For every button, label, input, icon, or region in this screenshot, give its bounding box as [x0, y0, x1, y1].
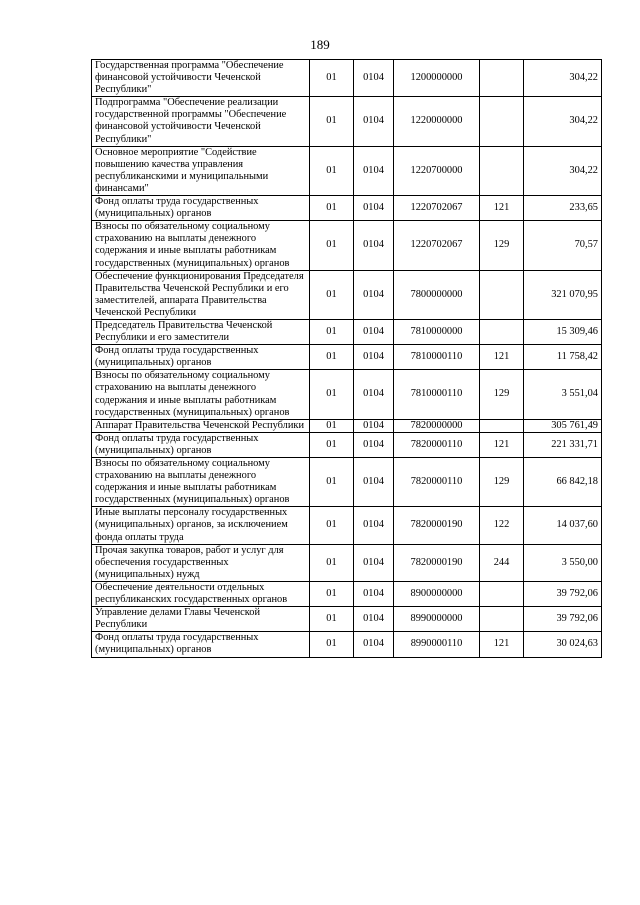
- row-target: 7800000000: [394, 270, 480, 319]
- row-amount: 39 792,06: [524, 607, 602, 632]
- row-name: Обеспечение деятельности отдельных республиканских государственных органов: [92, 581, 310, 606]
- row-amount: 3 551,04: [524, 370, 602, 419]
- table-row: [92, 458, 602, 507]
- row-subsection: 0104: [354, 458, 394, 507]
- row-amount: 14 037,60: [524, 507, 602, 544]
- row-name: Государственная программа "Обеспечение финансовой устойчивости Чеченской Республики": [92, 60, 310, 97]
- row-amount: 304,22: [524, 97, 602, 146]
- row-subsection: 0104: [354, 607, 394, 632]
- row-subsection: 0104: [354, 345, 394, 370]
- row-section: 01: [310, 632, 354, 657]
- row-target: 7810000110: [394, 370, 480, 419]
- row-subsection: 0104: [354, 419, 394, 432]
- row-target: 7810000110: [394, 345, 480, 370]
- row-name: Управление делами Главы Чеченской Республики: [92, 607, 310, 632]
- row-target: 7820000190: [394, 507, 480, 544]
- row-expense: 122: [480, 507, 524, 544]
- row-target: 1220702067: [394, 221, 480, 270]
- row-subsection: 0104: [354, 632, 394, 657]
- row-section: 01: [310, 544, 354, 581]
- table-row: [92, 345, 602, 370]
- table-row: [92, 270, 602, 319]
- table-row: [92, 221, 602, 270]
- row-amount: 66 842,18: [524, 458, 602, 507]
- row-amount: 3 550,00: [524, 544, 602, 581]
- row-expense: 121: [480, 632, 524, 657]
- row-expense: [480, 419, 524, 432]
- row-name: Аппарат Правительства Чеченской Республики: [92, 419, 310, 432]
- page-number: 189: [310, 37, 330, 52]
- row-name: Фонд оплаты труда государственных (муниципальных) органов: [92, 632, 310, 657]
- table-row: [92, 60, 602, 97]
- row-target: 1220000000: [394, 97, 480, 146]
- row-expense: 129: [480, 458, 524, 507]
- row-section: 01: [310, 419, 354, 432]
- row-section: 01: [310, 607, 354, 632]
- row-subsection: 0104: [354, 432, 394, 457]
- row-amount: 304,22: [524, 146, 602, 195]
- row-target: 7810000000: [394, 319, 480, 344]
- row-section: 01: [310, 221, 354, 270]
- row-name: Иные выплаты персоналу государственных (муниципальных) органов, за исключением фонда оплаты труда: [92, 507, 310, 544]
- row-amount: 305 761,49: [524, 419, 602, 432]
- row-expense: [480, 319, 524, 344]
- row-expense: 121: [480, 432, 524, 457]
- row-name: Взносы по обязательному социальному страхованию на выплаты денежного содержания и иные выплаты работникам государственных (муниципальных) органов: [92, 370, 310, 419]
- table-row: [92, 607, 602, 632]
- row-name: Председатель Правительства Чеченской Республики и его заместители: [92, 319, 310, 344]
- budget-table: [91, 59, 602, 658]
- row-subsection: 0104: [354, 544, 394, 581]
- row-section: 01: [310, 581, 354, 606]
- row-section: 01: [310, 507, 354, 544]
- row-target: 1220700000: [394, 146, 480, 195]
- table-row: [92, 507, 602, 544]
- row-section: 01: [310, 146, 354, 195]
- row-name: Фонд оплаты труда государственных (муниципальных) органов: [92, 196, 310, 221]
- table-row: [92, 196, 602, 221]
- row-subsection: 0104: [354, 319, 394, 344]
- row-expense: [480, 97, 524, 146]
- row-subsection: 0104: [354, 221, 394, 270]
- row-name: Подпрограмма "Обеспечение реализации государственной программы "Обеспечение финансовой устойчивости Чеченской Республики": [92, 97, 310, 146]
- row-section: 01: [310, 270, 354, 319]
- row-expense: 121: [480, 345, 524, 370]
- row-name: Обеспечение функционирования Председателя Правительства Чеченской Республики и его заместителей, аппарата Правительства Чеченской Республики: [92, 270, 310, 319]
- table-row: [92, 146, 602, 195]
- row-section: 01: [310, 319, 354, 344]
- row-subsection: 0104: [354, 146, 394, 195]
- row-amount: 221 331,71: [524, 432, 602, 457]
- row-expense: 121: [480, 196, 524, 221]
- row-expense: 244: [480, 544, 524, 581]
- row-name: Основное мероприятие "Содействие повышению качества управления республиканскими и муниципальными финансами": [92, 146, 310, 195]
- row-section: 01: [310, 97, 354, 146]
- row-section: 01: [310, 370, 354, 419]
- row-target: 1220702067: [394, 196, 480, 221]
- table-row: [92, 370, 602, 419]
- row-target: 8990000000: [394, 607, 480, 632]
- table-row: [92, 581, 602, 606]
- row-expense: [480, 146, 524, 195]
- row-expense: [480, 581, 524, 606]
- row-name: Фонд оплаты труда государственных (муниципальных) органов: [92, 345, 310, 370]
- row-target: 8990000110: [394, 632, 480, 657]
- row-subsection: 0104: [354, 270, 394, 319]
- row-amount: 11 758,42: [524, 345, 602, 370]
- row-expense: 129: [480, 370, 524, 419]
- row-target: 7820000000: [394, 419, 480, 432]
- row-subsection: 0104: [354, 60, 394, 97]
- row-section: 01: [310, 458, 354, 507]
- row-amount: 70,57: [524, 221, 602, 270]
- row-expense: [480, 270, 524, 319]
- row-expense: [480, 607, 524, 632]
- row-amount: 39 792,06: [524, 581, 602, 606]
- table-row: [92, 632, 602, 657]
- row-amount: 30 024,63: [524, 632, 602, 657]
- row-subsection: 0104: [354, 370, 394, 419]
- row-section: 01: [310, 432, 354, 457]
- row-name: Прочая закупка товаров, работ и услуг для обеспечения государственных (муниципальных) нужд: [92, 544, 310, 581]
- row-amount: 321 070,95: [524, 270, 602, 319]
- table-row: [92, 97, 602, 146]
- row-amount: 15 309,46: [524, 319, 602, 344]
- row-amount: 304,22: [524, 60, 602, 97]
- row-amount: 233,65: [524, 196, 602, 221]
- row-subsection: 0104: [354, 507, 394, 544]
- row-subsection: 0104: [354, 196, 394, 221]
- table-row: [92, 544, 602, 581]
- row-section: 01: [310, 345, 354, 370]
- row-name: Взносы по обязательному социальному страхованию на выплаты денежного содержания и иные выплаты работникам государственных (муниципальных) органов: [92, 458, 310, 507]
- row-target: 7820000110: [394, 458, 480, 507]
- row-target: 7820000110: [394, 432, 480, 457]
- row-section: 01: [310, 60, 354, 97]
- row-expense: 129: [480, 221, 524, 270]
- row-subsection: 0104: [354, 97, 394, 146]
- row-subsection: 0104: [354, 581, 394, 606]
- row-name: Взносы по обязательному социальному страхованию на выплаты денежного содержания и иные выплаты работникам государственных (муниципальных) органов: [92, 221, 310, 270]
- row-name: Фонд оплаты труда государственных (муниципальных) органов: [92, 432, 310, 457]
- table-row: [92, 432, 602, 457]
- row-target: 7820000190: [394, 544, 480, 581]
- row-target: 1200000000: [394, 60, 480, 97]
- table-row: [92, 319, 602, 344]
- row-expense: [480, 60, 524, 97]
- table-row: [92, 419, 602, 432]
- row-section: 01: [310, 196, 354, 221]
- row-target: 8900000000: [394, 581, 480, 606]
